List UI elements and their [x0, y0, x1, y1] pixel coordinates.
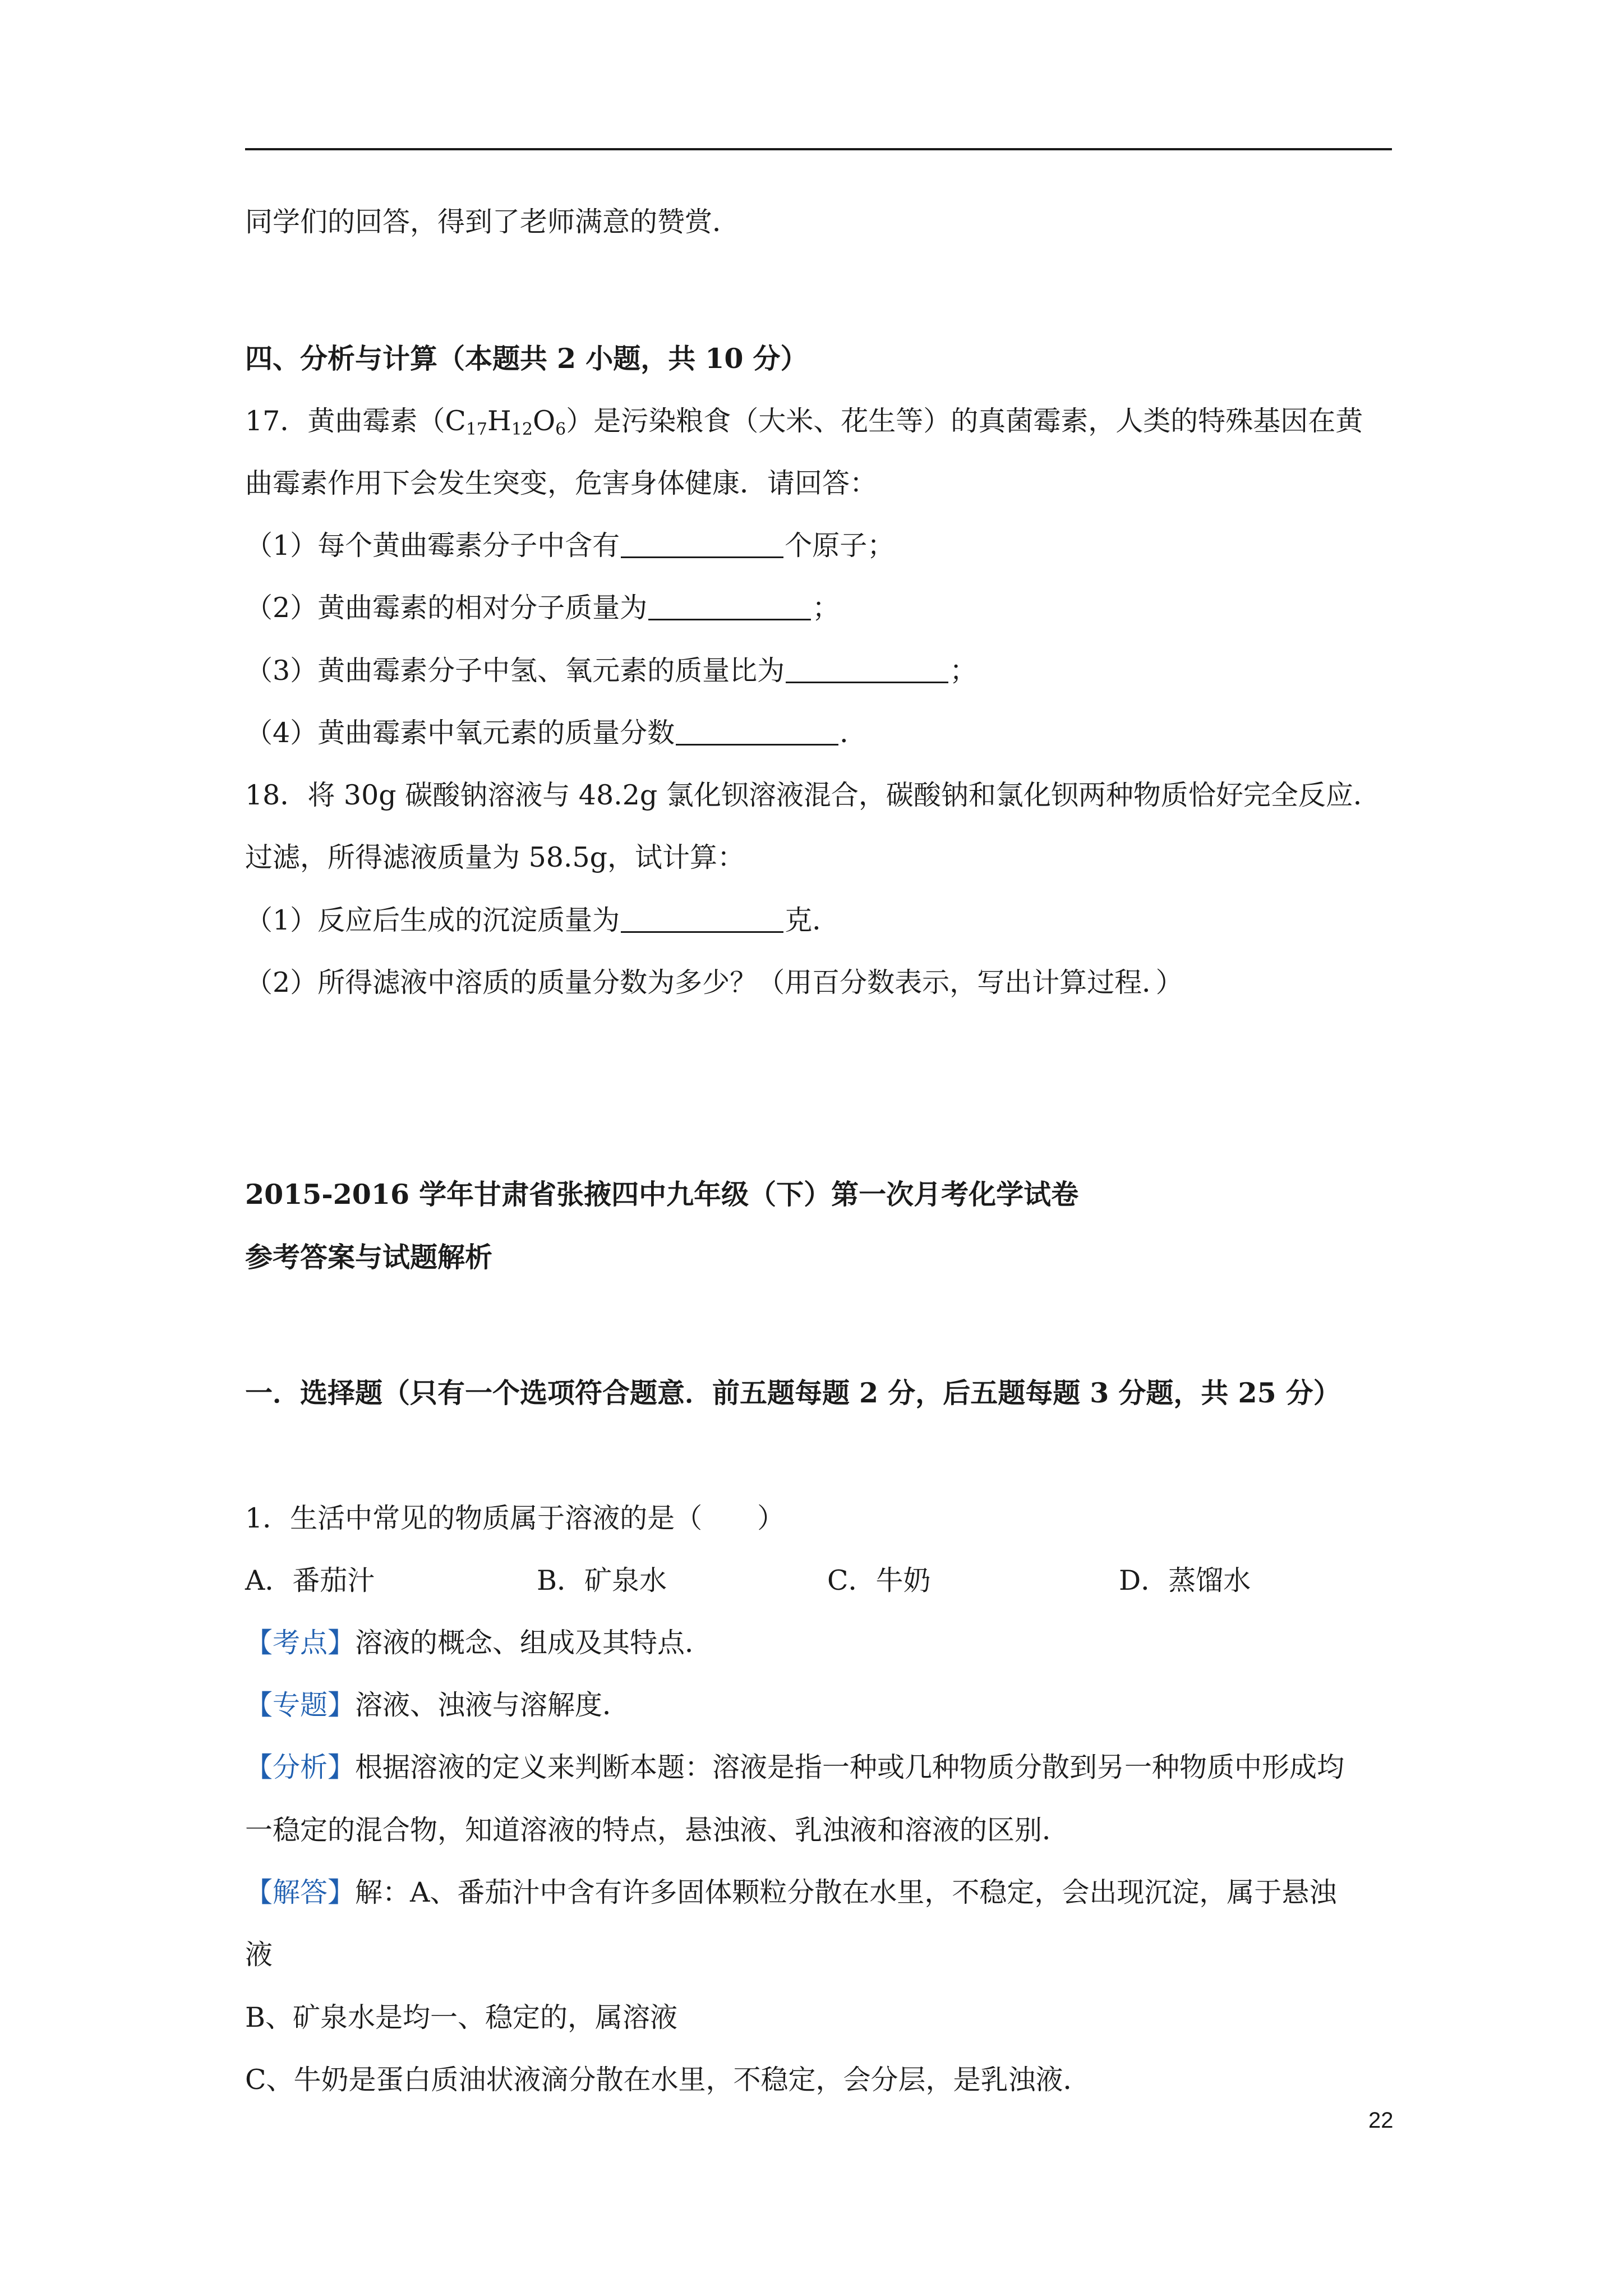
question-17-part-2: （2）黄曲霉素的相对分子质量为 ； [245, 592, 840, 624]
option-b: B．矿泉水 [537, 1565, 667, 1596]
question-18-part-2: （2）所得滤液中溶质的质量分数为多少？（用百分数表示，写出计算过程．） [245, 967, 1183, 999]
question-17-part-3: （3）黄曲霉素分子中氢、氧元素的质量比为 ； [245, 655, 978, 687]
answer-subtitle: 参考答案与试题解析 [245, 1241, 493, 1273]
question-18-line-2: 过滤，所得滤液质量为 58.5g，试计算： [245, 841, 745, 873]
jieda-line-2: 液 [245, 1939, 273, 1971]
jieda-line-3: B、矿泉水是均一、稳定的，属溶液 [245, 2001, 678, 2033]
answer-blank[interactable] [621, 531, 783, 558]
page-number: 22 [1368, 2108, 1394, 2133]
question-17-line-1: 17．黄曲霉素$(C_{17}H_{12}O_6)$是污染粮食（大米、花生等）的真菌霉素，人类的特殊基因在黄 [245, 405, 1363, 439]
option-c: C．牛奶 [827, 1565, 931, 1596]
option-a: A．番茄汁 [245, 1565, 375, 1596]
section-1-heading: 一．选择题（只有一个选项符合题意．前五题每题 2 分，后五题每题 3 分题，共 25 分） [245, 1377, 1341, 1409]
fenxi-line-2: 一稳定的混合物，知道溶液的特点，悬浊液、乳浊液和溶液的区别． [245, 1814, 1070, 1846]
jieda-line-4: C、牛奶是蛋白质油状液滴分散在水里，不稳定，会分层，是乳浊液． [245, 2064, 1091, 2096]
question-18-part-1: （1）反应后生成的沉淀质量为 克． [245, 904, 840, 936]
jieda-line-1: 【解答】解：A、番茄汁中含有许多固体颗粒分散在水里，不稳定，会出现沉淀，属于悬浊 [245, 1876, 1337, 1908]
continuation-text: 同学们的回答，得到了老师满意的赞赏． [245, 206, 740, 238]
fenxi-tag: 【分析】 [245, 1751, 356, 1783]
question-17-part-1: （1）每个黄曲霉素分子中含有 个原子； [245, 530, 895, 562]
zhuanti-line: 【专题】溶液、浊液与溶解度． [245, 1689, 630, 1721]
jieda-tag: 【解答】 [245, 1876, 356, 1908]
kaodian-line: 【考点】溶液的概念、组成及其特点． [245, 1627, 713, 1659]
header-rule [245, 148, 1392, 150]
answer-blank[interactable] [648, 593, 811, 620]
section-4-heading: 四、分析与计算（本题共 2 小题，共 10 分） [245, 342, 808, 375]
answer-blank[interactable] [621, 905, 783, 933]
question-1-stem: 1．生活中常见的物质属于溶液的是（ ） [245, 1502, 785, 1534]
zhuanti-tag: 【专题】 [245, 1689, 356, 1721]
question-18-line-1: 18．将 30g 碳酸钠溶液与 48.2g 氯化钡溶液混合，碳酸钠和氯化钡两种物质恰好完全反应． [245, 779, 1381, 811]
answer-blank[interactable] [786, 656, 948, 683]
kaodian-tag: 【考点】 [245, 1627, 356, 1659]
option-d: D．蒸馏水 [1119, 1565, 1251, 1596]
question-17-line-2: 曲霉素作用下会发生突变，危害身体健康．请回答： [245, 467, 878, 499]
fenxi-line-1: 【分析】根据溶液的定义来判断本题：溶液是指一种或几种物质分散到另一种物质中形成均 [245, 1751, 1345, 1783]
answer-blank[interactable] [676, 718, 838, 746]
answer-title: 2015-2016 学年甘肃省张掖四中九年级（下）第一次月考化学试卷 [245, 1178, 1079, 1211]
question-17-part-4: （4）黄曲霉素中氧元素的质量分数 ． [245, 717, 868, 749]
